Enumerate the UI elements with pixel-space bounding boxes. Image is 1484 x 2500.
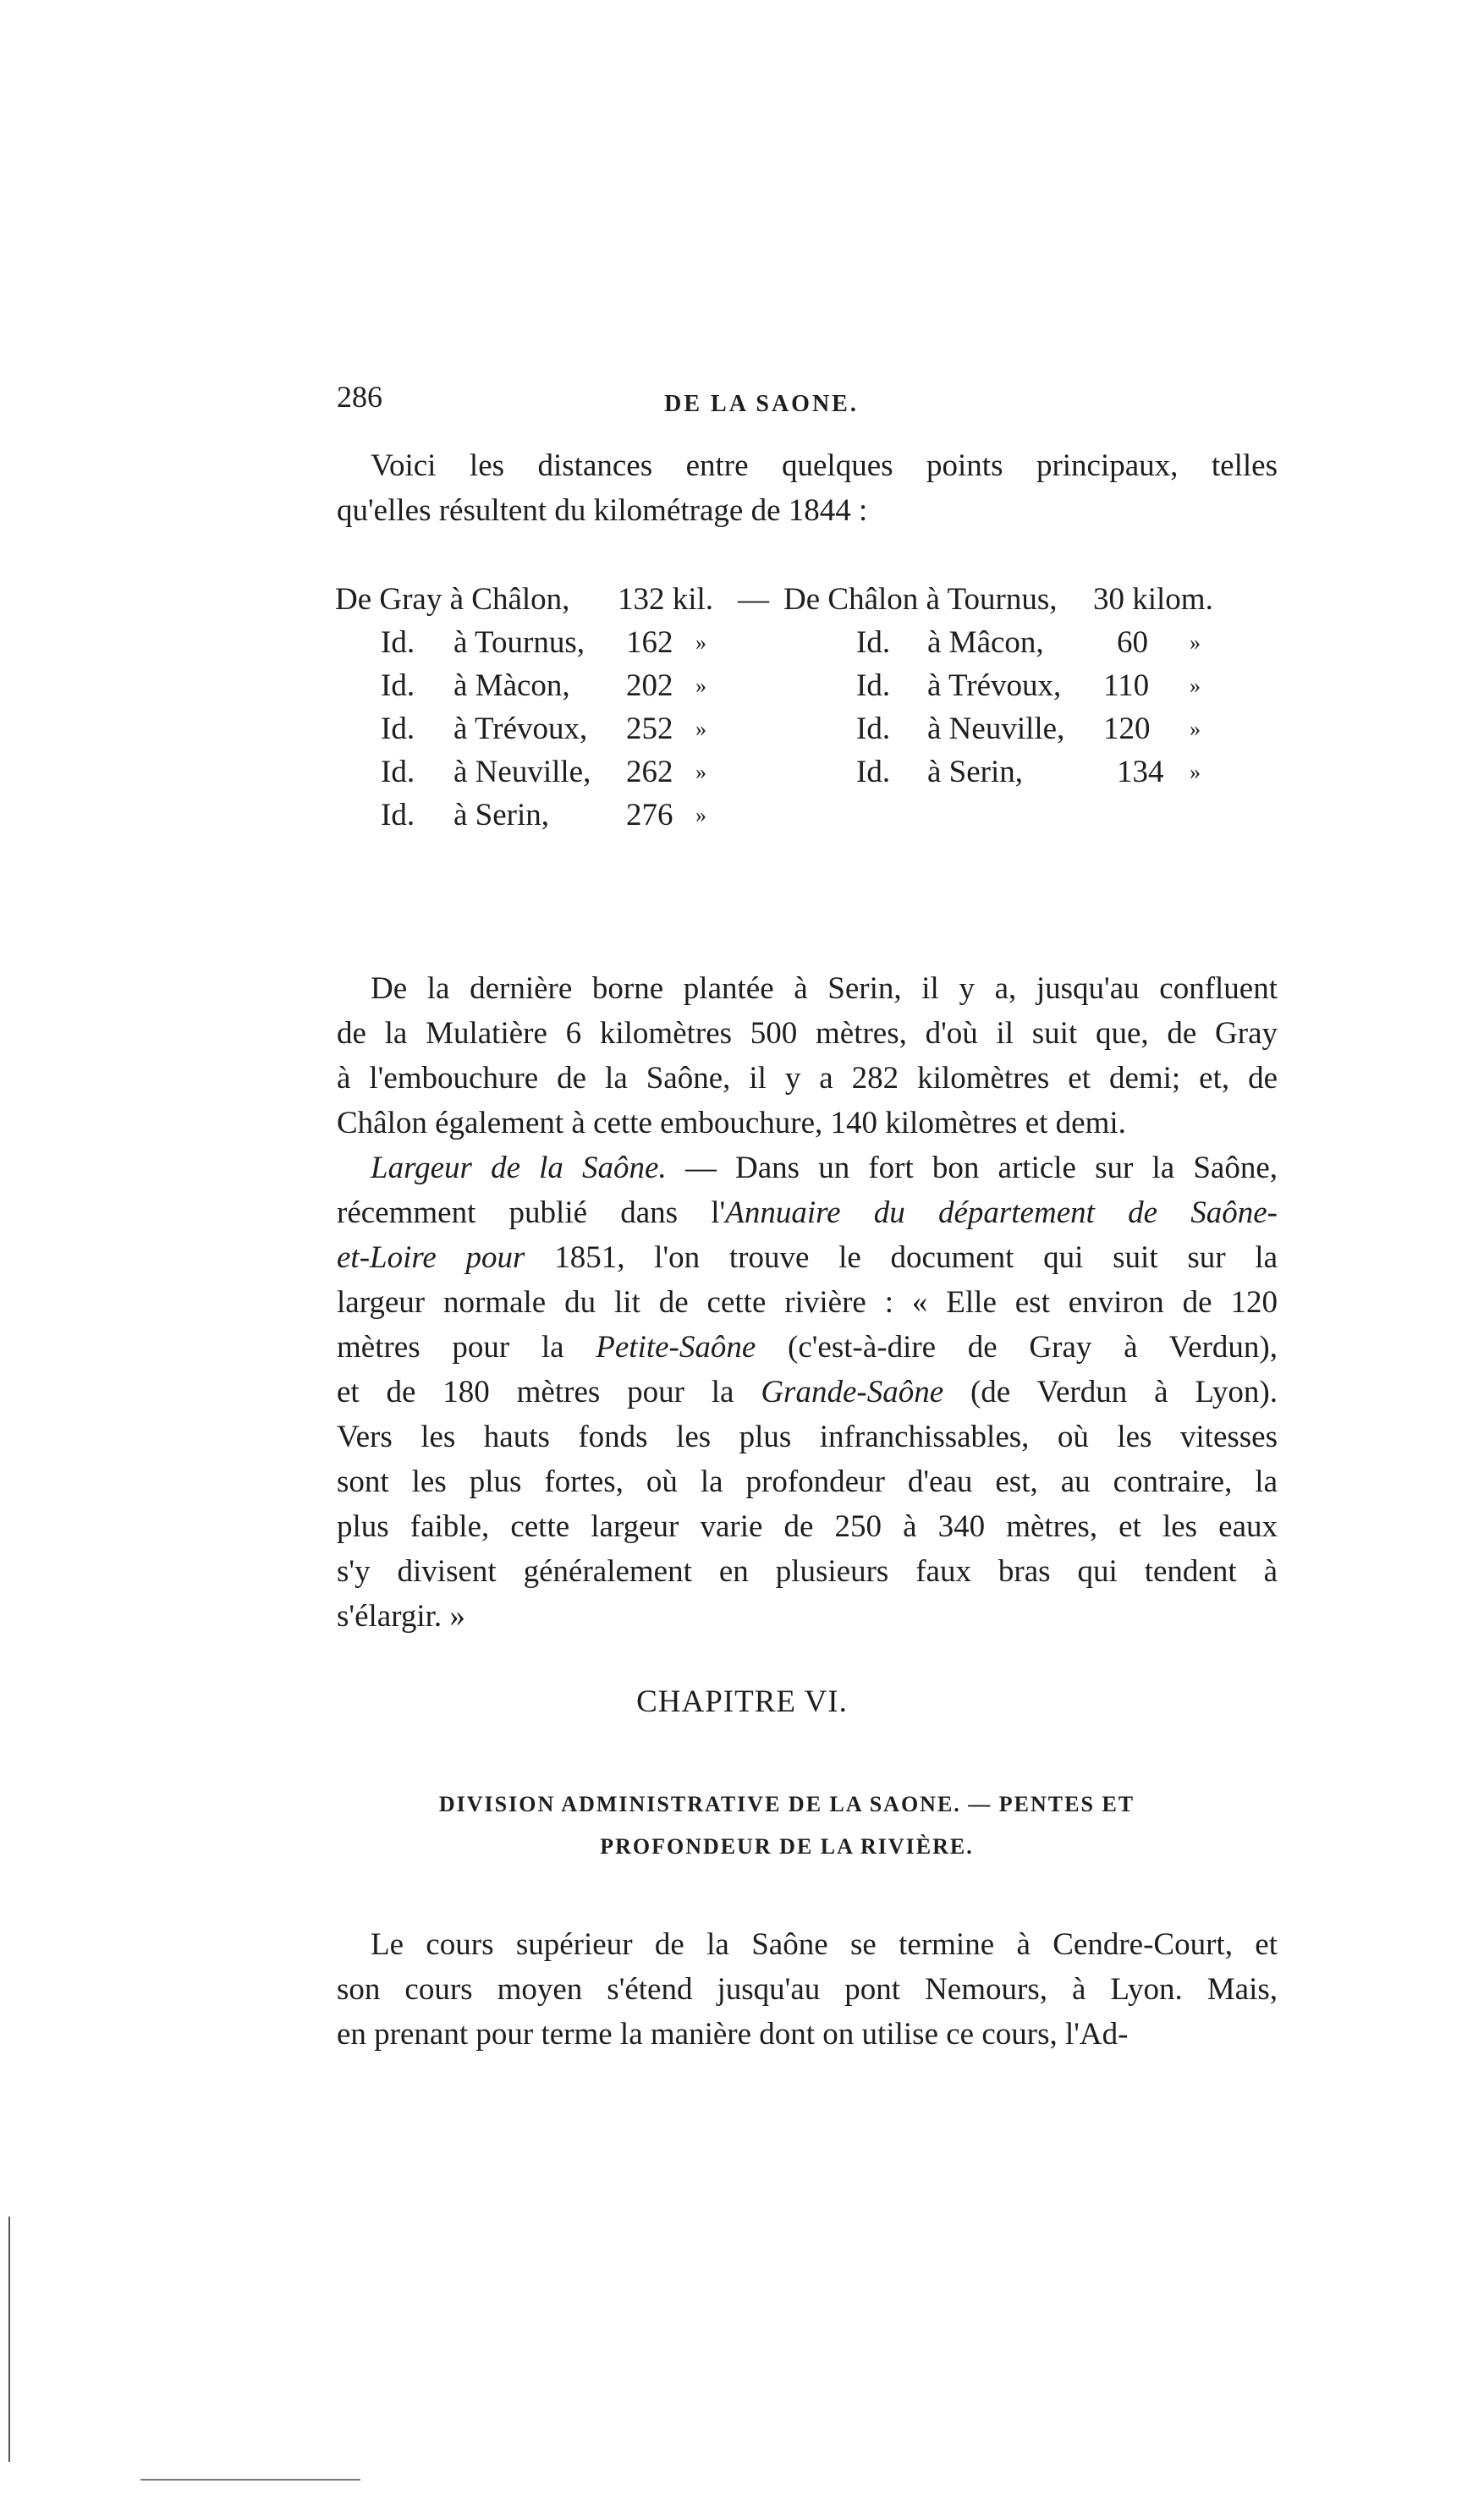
cell-label: Id. bbox=[856, 712, 891, 746]
text-line: son cours moyen s'étend jusqu'au pont Nemours, à Lyon. Mais, bbox=[337, 1972, 1278, 2007]
cell-place: à Trévoux, bbox=[927, 668, 1062, 703]
text-line: qu'elles résultent du kilométrage de 1844 : bbox=[337, 493, 868, 528]
cell-place: à Serin, bbox=[453, 798, 550, 832]
cell-value: 60 bbox=[1117, 625, 1148, 660]
text-line bbox=[337, 1235, 1278, 1280]
text-line: plus faible, cette largeur varie de 250 à 340 mètres, et les eaux bbox=[337, 1509, 1278, 1544]
text-line: sont les plus fortes, où la profondeur d'eau est, au contraire, la bbox=[337, 1464, 1278, 1499]
cell-value: 134 bbox=[1117, 755, 1164, 789]
text-line bbox=[337, 1190, 1278, 1235]
cell-place: à Mâcon, bbox=[927, 625, 1044, 660]
cell-place: à Màcon, bbox=[453, 668, 570, 703]
cell-label: De Châlon à Tournus, bbox=[783, 582, 1058, 617]
page-number: 286 bbox=[337, 380, 382, 414]
cell-label: Id. bbox=[381, 798, 415, 832]
cell-label: De Gray à Châlon, bbox=[335, 582, 570, 617]
text-line bbox=[337, 1146, 1278, 1190]
cell-place: à Serin, bbox=[927, 755, 1024, 789]
cell-label: Id. bbox=[381, 668, 415, 703]
cell-ditto: » bbox=[1190, 717, 1201, 741]
text-run: et de 180 mètres pour la bbox=[337, 1375, 761, 1409]
text-line: s'élargir. » bbox=[337, 1599, 465, 1634]
text-line: à l'embouchure de la Saône, il y a 282 kilomètres et demi; et, de bbox=[337, 1061, 1278, 1096]
cell-ditto: » bbox=[695, 760, 706, 784]
cell-place: à Tournus, bbox=[453, 625, 585, 660]
cell-label: Id. bbox=[381, 712, 415, 746]
cell-place: à Trévoux, bbox=[453, 712, 588, 746]
chapter-subtitle-line-1: DIVISION ADMINISTRATIVE DE LA SAONE. — PENTES ET bbox=[438, 1792, 1135, 1816]
cell-ditto: » bbox=[695, 803, 706, 827]
italic-run: Petite-Saône bbox=[596, 1330, 756, 1365]
text-line: en prenant pour terme la manière dont on utilise ce cours, l'Ad- bbox=[337, 2017, 1129, 2052]
text-line: De la dernière borne plantée à Serin, il y a, jusqu'au confluent bbox=[371, 971, 1278, 1006]
text-line: Châlon également à cette embouchure, 140 kilomètres et demi. bbox=[337, 1106, 1126, 1140]
text-line: s'y divisent généralement en plusieurs faux bras qui tendent à bbox=[337, 1554, 1278, 1589]
text-run: mètres pour la bbox=[337, 1330, 596, 1365]
cell-place: à Neuville, bbox=[927, 712, 1065, 746]
chapter-title: CHAPITRE VI. bbox=[636, 1684, 848, 1719]
cell-label: Id. bbox=[856, 755, 891, 789]
text-line bbox=[337, 1370, 1278, 1415]
italic-run: et-Loire pour bbox=[337, 1240, 525, 1275]
chapter-subtitle-line-2: PROFONDEUR DE LA RIVIÈRE. bbox=[600, 1834, 974, 1859]
italic-heading: Largeur de la Saône. bbox=[371, 1151, 667, 1185]
italic-run: Annuaire du département de Saône- bbox=[725, 1195, 1278, 1230]
cell-ditto: » bbox=[695, 673, 706, 698]
text-run: — Dans un fort bon article sur la Saône, bbox=[666, 1151, 1278, 1185]
text-line: Voici les distances entre quelques points principaux, telles bbox=[371, 448, 1278, 483]
cell-ditto: » bbox=[695, 630, 706, 655]
italic-run: Grande-Saône bbox=[761, 1375, 944, 1409]
intro-paragraph bbox=[337, 443, 1278, 533]
paragraph-2 bbox=[337, 1146, 1278, 1639]
cell-ditto: » bbox=[1190, 760, 1201, 784]
paragraph-3 bbox=[337, 1922, 1278, 2057]
cell-value: 162 bbox=[626, 625, 673, 660]
cell-value: 110 bbox=[1103, 668, 1150, 703]
text-run: récemment publié dans l' bbox=[337, 1195, 726, 1230]
cell-value: 132 kil. bbox=[618, 582, 714, 617]
cell-ditto: » bbox=[1190, 673, 1201, 698]
cell-label: Id. bbox=[856, 668, 891, 703]
cell-value: 202 bbox=[626, 668, 673, 703]
scan-bottom-line bbox=[140, 2479, 360, 2481]
text-line: Le cours supérieur de la Saône se termine à Cendre-Court, et bbox=[371, 1927, 1278, 1962]
cell-label: Id. bbox=[381, 755, 415, 789]
text-run: (c'est-à-dire de Gray à Verdun), bbox=[756, 1330, 1278, 1365]
paragraph-1 bbox=[337, 966, 1278, 1146]
text-run: (de Verdun à Lyon). bbox=[943, 1375, 1278, 1409]
cell-value: 252 bbox=[626, 712, 673, 746]
cell-label: Id. bbox=[381, 625, 415, 660]
cell-value: 262 bbox=[626, 755, 673, 789]
cell-value: 30 kilom. bbox=[1093, 582, 1213, 617]
text-line: largeur normale du lit de cette rivière : « Elle est environ de 120 bbox=[337, 1285, 1278, 1320]
cell-value: 276 bbox=[626, 798, 673, 832]
text-run: 1851, l'on trouve le document qui suit sur la bbox=[525, 1240, 1278, 1275]
cell-separator: — bbox=[738, 582, 769, 617]
cell-place: à Neuville, bbox=[453, 755, 591, 789]
cell-ditto: » bbox=[1190, 630, 1201, 655]
scan-margin-line bbox=[8, 2217, 10, 2462]
cell-label: Id. bbox=[856, 625, 891, 660]
text-line: Vers les hauts fonds les plus infranchissables, où les vitesses bbox=[337, 1420, 1278, 1454]
cell-value: 120 bbox=[1103, 712, 1151, 746]
running-title: DE LA SAONE. bbox=[664, 391, 859, 417]
text-line bbox=[337, 1325, 1278, 1370]
cell-ditto: » bbox=[695, 717, 706, 741]
text-line: de la Mulatière 6 kilomètres 500 mètres, d'où il suit que, de Gray bbox=[337, 1016, 1278, 1051]
